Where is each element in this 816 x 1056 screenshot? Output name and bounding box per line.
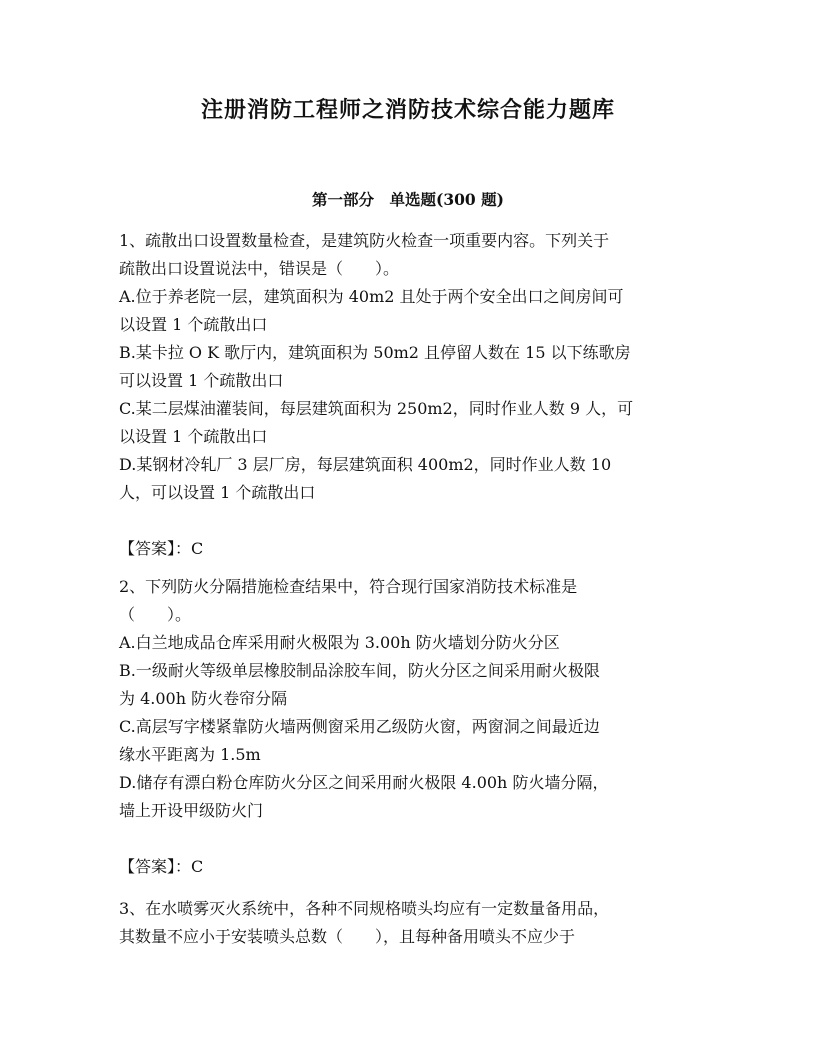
- question-1-answer: 【答案】：C: [119, 539, 204, 558]
- question-2-option-c-line-2: 缘水平距离为 1.5m: [119, 745, 261, 764]
- document-title: 注册消防工程师之消防技术综合能力题库: [200, 97, 615, 123]
- question-1-option-b-line-1: B.某卡拉 O K 歌厅内，建筑面积为 50m2 且停留人数在 15 以下练歌房: [119, 343, 631, 362]
- question-2-option-a-line-1: A.白兰地成品仓库采用耐火极限为 3.00h 防火墙划分防火分区: [119, 633, 560, 652]
- question-2-option-b-line-1: B.一级耐火等级单层橡胶制品涂胶车间，防火分区之间采用耐火极限: [119, 661, 600, 680]
- question-2-answer: 【答案】：C: [119, 857, 204, 876]
- question-2-option-d-line-2: 墙上开设甲级防火门: [119, 801, 264, 820]
- question-1-option-c-line-1: C.某二层煤油灌装间，每层建筑面积为 250m2，同时作业人数 9 人，可: [119, 399, 634, 418]
- question-3-stem-line-2: 其数量不应小于安装喷头总数（ ），且每种备用喷头不应少于: [119, 927, 576, 946]
- section-heading: 第一部分 单选题(300 题): [312, 190, 504, 209]
- question-3-stem-line-1: 3、在水喷雾灭火系统中，各种不同规格喷头均应有一定数量备用品，: [119, 899, 610, 918]
- question-1-option-c-line-2: 以设置 1 个疏散出口: [119, 427, 268, 446]
- question-1-option-a-line-1: A.位于养老院一层，建筑面积为 40m2 且处于两个安全出口之间房间可: [119, 287, 624, 306]
- question-2-option-d-line-1: D.储存有漂白粉仓库防火分区之间采用耐火极限 4.00h 防火墙分隔，: [119, 773, 609, 792]
- question-2-option-c-line-1: C.高层写字楼紧靠防火墙两侧窗采用乙级防火窗，两窗洞之间最近边: [119, 717, 600, 736]
- question-1-option-d-line-2: 人，可以设置 1 个疏散出口: [119, 483, 316, 502]
- question-1-stem-line-2: 疏散出口设置说法中，错误是（ ）。: [119, 259, 400, 278]
- question-1-option-b-line-2: 可以设置 1 个疏散出口: [119, 371, 284, 390]
- question-2-stem-line-2: （ ）。: [119, 605, 192, 624]
- question-1-stem-line-1: 1、疏散出口设置数量检查，是建筑防火检查一项重要内容。下列关于: [119, 231, 610, 250]
- question-1-option-d-line-1: D.某钢材冷轧厂 3 层厂房，每层建筑面积 400m2，同时作业人数 10: [119, 455, 612, 474]
- question-2-stem-line-1: 2、下列防火分隔措施检查结果中，符合现行国家消防技术标准是: [119, 577, 578, 596]
- question-2-option-b-line-2: 为 4.00h 防火卷帘分隔: [119, 689, 288, 708]
- question-1-option-a-line-2: 以设置 1 个疏散出口: [119, 315, 268, 334]
